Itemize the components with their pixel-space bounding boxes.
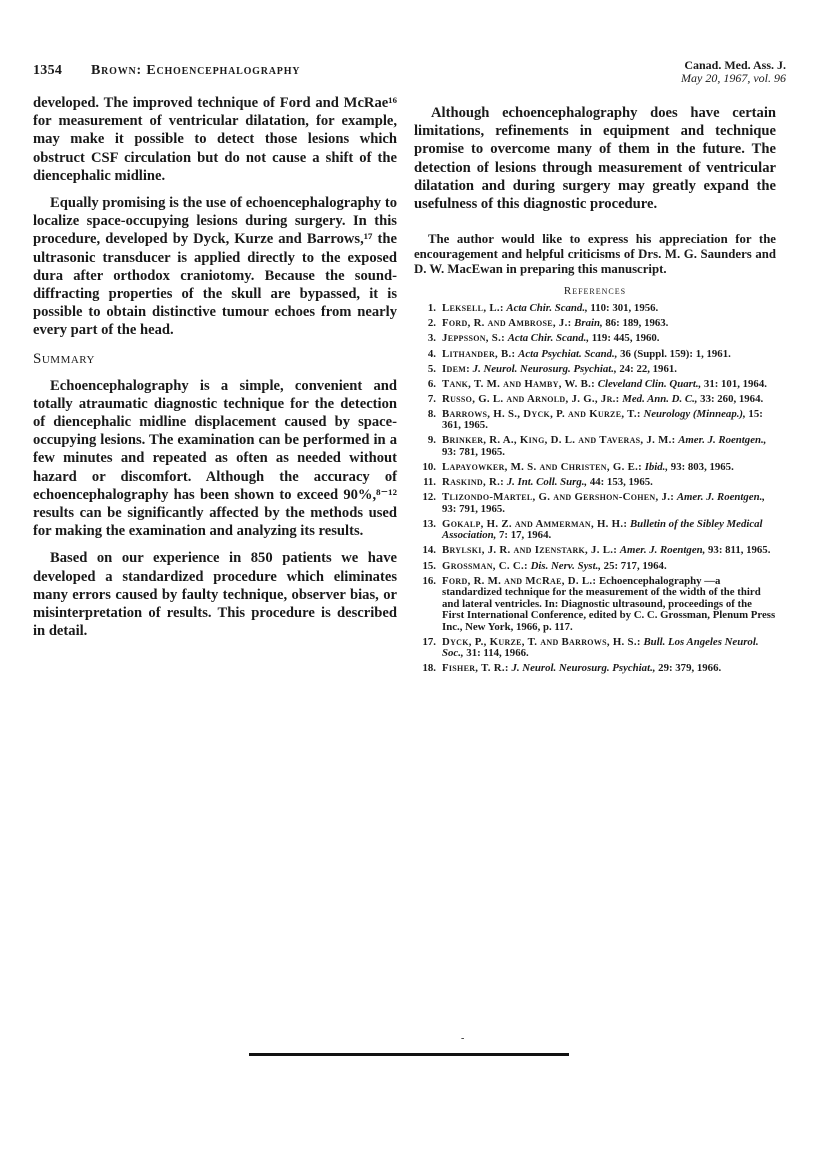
reference-number: 3. [427,332,436,345]
reference-item [414,394,776,406]
reference-journal: Bulletin of the Sibley Medical Association, [442,517,763,542]
reference-authors: Jeppsson, S.: [442,332,506,345]
journal-line-1: Canad. Med. Ass. J. [684,58,786,72]
reference-number: 7. [427,392,436,405]
reference-journal: J. Neurol. Neurosurg. Psychiat., [472,362,617,375]
reference-journal: Ibid., [644,461,669,474]
reference-item [414,519,776,542]
reference-number: 14. [422,544,436,557]
reference-authors: Brylski, J. R. and Izenstark, J. L.: [442,544,618,557]
reference-journal: Amer. J. Roentgen., [678,434,767,447]
reference-authors: Barrows, H. S., Dyck, P. and Kurze, T.: [442,407,641,420]
reference-details: 15: 361, 1965. [442,407,763,432]
reference-authors: Ford, R. and Ambrose, J.: [442,317,572,330]
reference-details: 93: 791, 1965. [442,502,505,515]
paragraph: Although echoencephalography does have certain limitations, refinements in equipment and technique promise to overcome many of them in the future. The detection of lesions through measurement of ventricular dilatation and during surgery may greatly expand the usefulness of this diagnostic procedure. [414,105,776,213]
reference-number: 6. [427,377,436,390]
reference-journal: Acta Psychiat. Scand., [518,347,618,360]
reference-item [414,462,776,474]
paragraph: Echoencephalography is a simple, convenient and totally atraumatic diagnostic technique for the detection of diencephalic midline displacement caused by space-occupying lesions. The examination can be performed in a few minutes and repeated as often as needed without hazard or discomfort. Although the accuracy of echoencephalography has been shown to exceed 90%,⁸⁻¹² results can be significantly affected by the methods used for making the examination and analyzing its results. [33,377,397,540]
summary-heading: Summary [33,350,95,367]
reference-list [414,303,776,675]
reference-number: 2. [427,317,436,330]
reference-number: 10. [422,461,436,474]
reference-journal: Brain, [574,317,603,330]
reference-number: 4. [427,347,436,360]
journal-citation [681,59,786,85]
reference-number: 17. [422,635,436,648]
reference-number: 8. [427,407,436,420]
reference-item [414,318,776,330]
paragraph: developed. The improved technique of Ford and McRae¹⁶ for measurement of ventricular dilatation, for example, may make it possible to detect those lesions which obstruct CSF circulation but do not cause a shift of the diencephalic midline. [33,95,397,184]
reference-authors: Ford, R. M. and McRae, D. L.: [442,574,597,587]
reference-item [414,333,776,345]
reference-item [414,477,776,489]
reference-details: Echoencephalography —a standardized technique for the measurement of the width of the third and lateral ventricles. In: Diagnostic ultrasound, proceedings of the First International Conference, edited by C. C. Grossman, Plenum Press Inc., New York, 1966, p. 117. [442,574,776,633]
reference-details: 44: 153, 1965. [587,476,653,489]
paragraph: Equally promising is the use of echoencephalography to localize space-occupying lesions during surgery. In this procedure, developed by Dyck, Kurze and Barrows,¹⁷ the ultrasonic transducer is applied directly to the exposed dura after orthodox craniotomy. Because the sound-diffracting properties of the skull are bypassed, it is possible to obtain distinctive tumour echoes from nearly every part of the head. [33,195,397,339]
reference-number: 18. [422,662,436,675]
reference-number: 13. [422,517,436,530]
reference-journal: Bull. Los Angeles Neurol. Soc., [442,635,759,660]
end-mark: - [461,1033,465,1044]
left-column [33,94,397,649]
reference-authors: Fisher, T. R.: [442,662,509,675]
right-column [414,104,776,678]
reference-details: 119: 445, 1960. [589,332,660,345]
reference-item [414,492,776,515]
reference-details: 36 (Suppl. 159): 1, 1961. [617,347,731,360]
reference-authors: Lapayowker, M. S. and Christen, G. E.: [442,461,642,474]
references-heading: References [563,285,627,298]
reference-number: 16. [422,574,436,587]
reference-item [414,576,776,634]
reference-number: 11. [423,476,436,489]
reference-item [414,545,776,557]
reference-item [414,561,776,573]
reference-journal: Dis. Nerv. Syst., [530,559,601,572]
reference-authors: Russo, G. L. and Arnold, J. G., Jr.: [442,392,620,405]
reference-number: 5. [427,362,436,375]
page-number: 1354 [33,63,63,78]
reference-journal: J. Int. Coll. Surg., [506,476,588,489]
reference-number: 12. [422,491,436,504]
journal-line-2: May 20, 1967, vol. 96 [681,71,786,85]
reference-item [414,364,776,376]
reference-details: 31: 114, 1966. [463,647,529,660]
reference-authors: Dyck, P., Kurze, T. and Barrows, H. S.: [442,635,641,648]
reference-details: 24: 22, 1961. [616,362,677,375]
reference-authors: Gokalp, H. Z. and Ammerman, H. H.: [442,517,628,530]
reference-authors: Lithander, B.: [442,347,516,360]
reference-authors: Raskind, R.: [442,476,505,489]
reference-journal: Acta Chir. Scand., [506,302,588,315]
running-title: Brown: Echoencephalography [91,63,301,78]
reference-journal: Amer. J. Roentgen., [676,491,765,504]
acknowledgement: The author would like to express his appreciation for the encouragement and helpful criticisms of Drs. M. G. Saunders and D. W. MacEwan in preparing this manuscript. [414,232,776,277]
reference-authors: Tlizondo-Martel, G. and Gershon-Cohen, J.: [442,491,675,504]
reference-number: 1. [427,302,436,315]
reference-details: 86: 189, 1963. [602,317,669,330]
reference-journal: Amer. J. Roentgen, [619,544,706,557]
reference-details: 33: 260, 1964. [697,392,764,405]
reference-details: 7: 17, 1964. [496,529,552,542]
reference-item [414,637,776,660]
paragraph: Based on our experience in 850 patients we have developed a standardized procedure which eliminates many errors caused by faulty technique, observer bias, or misinterpretation of results. This procedure is described in detail. [33,550,397,640]
reference-authors: Brinker, R. A., King, D. L. and Taveras, J. M.: [442,434,676,447]
reference-journal: Med. Ann. D. C., [622,392,698,405]
reference-journal: Neurology (Minneap.), [643,407,746,420]
reference-journal: Cleveland Clin. Quart., [597,377,702,390]
reference-authors: Tank, T. M. and Hamby, W. B.: [442,377,596,390]
end-rule-divider [249,1053,569,1056]
reference-authors: Idem: [442,362,470,375]
reference-item [414,435,776,458]
reference-item [414,349,776,361]
reference-details: 31: 101, 1964. [701,377,767,390]
reference-item [414,303,776,315]
reference-item [414,379,776,391]
reference-details: 93: 803, 1965. [668,461,734,474]
reference-item [414,409,776,432]
reference-journal: J. Neurol. Neurosurg. Psychiat., [511,662,656,675]
reference-journal: Acta Chir. Scand., [507,332,590,345]
reference-details: 25: 717, 1964. [600,559,667,572]
reference-details: 93: 781, 1965. [442,445,505,458]
reference-number: 15. [422,559,436,572]
reference-authors: Grossman, C. C.: [442,559,528,572]
reference-details: 110: 301, 1956. [587,302,659,315]
reference-authors: Leksell, L.: [442,302,504,315]
reference-details: 93: 811, 1965. [705,544,771,557]
reference-item [414,663,776,675]
reference-details: 29: 379, 1966. [655,662,722,675]
reference-number: 9. [427,434,436,447]
